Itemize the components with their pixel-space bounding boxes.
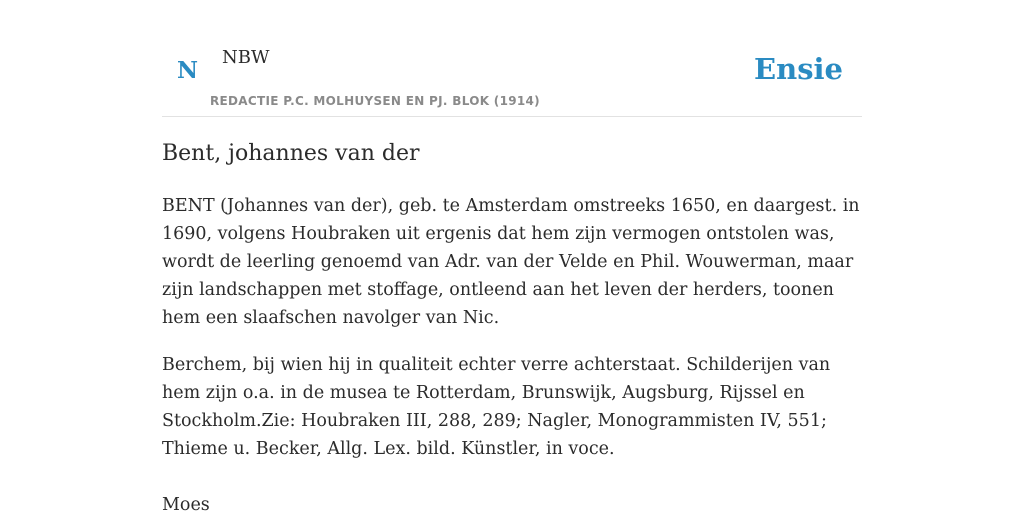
article-author: Moes [162,495,210,512]
brand-logo[interactable]: Ensie [754,52,843,86]
source-logo[interactable]: N [177,57,199,84]
article-title: Bent, johannes van der [162,141,420,166]
source-header [162,0,862,117]
article-paragraph: BENT (Johannes van der), geb. te Amsterdam omstreeks 1650, en daargest. in 1690, volgens Houbraken uit ergenis dat hem zijn vermogen ontstolen was, wordt de leerling genoemd van Adr. van der Velde en Phil. Wouwerman, maar zijn landschappen met stoffage, ontleend aan het leven der herders, toonen hem een slaafschen navolger van Nic. [162,196,860,328]
source-name-link[interactable]: NBW [222,47,270,68]
source-editors: REDACTIE P.C. MOLHUYSEN EN PJ. BLOK (1914) [210,94,540,108]
article-paragraph: Berchem, bij wien hij in qualiteit echter verre achterstaat. Schilderijen van hem zijn o.a. in de musea te Rotterdam, Brunswijk, Augsburg, Rijssel en Stockholm.Zie: Houbraken III, 288, 289; Nagler, Monogrammisten IV, 551; Thieme u. Becker, Allg. Lex. bild. Künstler, in voce. [162,355,831,459]
